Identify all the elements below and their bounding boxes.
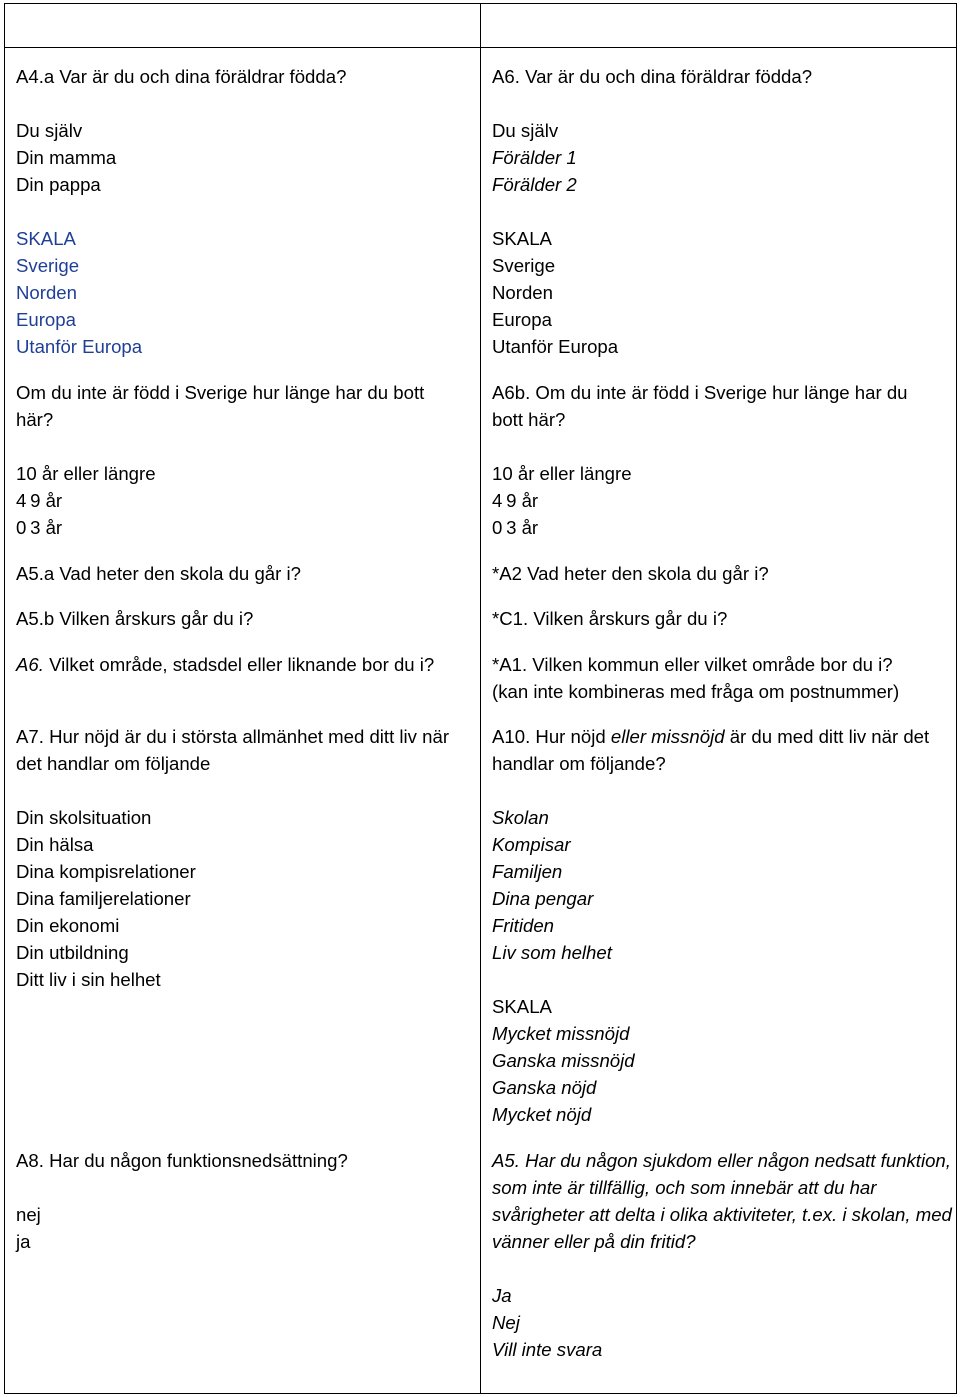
question-a10 — [492, 723, 942, 777]
life-area-item: Din hälsa — [16, 834, 94, 855]
answer-option: nej — [16, 1204, 41, 1225]
scale-option: Mycket nöjd — [492, 1104, 592, 1125]
question-text: är du med ditt liv när det handlar om följande? — [492, 726, 930, 774]
life-area-item: Dina pengar — [492, 888, 594, 909]
life-area-item: Skolan — [492, 807, 549, 828]
question-a5b: A5.b Vilken årskurs går du i? — [16, 608, 254, 629]
content-row — [5, 48, 957, 1394]
question-a1: *A1. Vilken kommun eller vilket område bor du i? — [492, 654, 893, 675]
left-column — [5, 48, 481, 1394]
questionnaire-comparison-table — [4, 3, 957, 1394]
scale-option: Sverige — [492, 255, 556, 276]
scale-option: Utanför Europa — [16, 336, 143, 357]
question-a6b: A6b. Om du inte är född i Sverige hur länge har du bott här? — [492, 382, 908, 430]
person-option: Du själv — [492, 120, 559, 141]
life-area-item: Ditt liv i sin helhet — [16, 969, 161, 990]
question-c1: *C1. Vilken årskurs går du i? — [492, 608, 728, 629]
person-option: Förälder 1 — [492, 147, 577, 168]
scale-option: Norden — [492, 282, 553, 303]
duration-option: 0 3 år — [16, 517, 63, 538]
scale-label: SKALA — [492, 228, 552, 249]
life-area-item: Kompisar — [492, 834, 571, 855]
question-a2: *A2 Vad heter den skola du går i? — [492, 563, 769, 584]
life-area-item: Liv som helhet — [492, 942, 612, 963]
person-option: Din mamma — [16, 147, 117, 168]
question-text: A10. Hur nöjd — [492, 726, 611, 747]
question-a5a: A5.a Vad heter den skola du går i? — [16, 563, 301, 584]
scale-option: Ganska missnöjd — [492, 1050, 635, 1071]
duration-option: 10 år eller längre — [16, 463, 156, 484]
answer-option: ja — [16, 1231, 31, 1252]
person-option: Förälder 2 — [492, 174, 577, 195]
question-code: A6. — [16, 654, 44, 675]
right-column — [481, 48, 957, 1394]
header-cell-right — [481, 4, 957, 48]
scale-option: Europa — [492, 309, 552, 330]
question-text-emphasis: eller missnöjd — [610, 726, 725, 747]
question-a4a: A4.a Var är du och dina föräldrar födda? — [16, 66, 347, 87]
life-area-item: Din skolsituation — [16, 807, 152, 828]
scale-label: SKALA — [16, 228, 76, 249]
answer-option: Nej — [492, 1312, 520, 1333]
scale-option: Europa — [16, 309, 76, 330]
duration-option: 4 9 år — [492, 490, 539, 511]
duration-option: 4 9 år — [16, 490, 63, 511]
answer-option: Vill inte svara — [492, 1339, 603, 1360]
answer-option: Ja — [492, 1285, 512, 1306]
scale-option: Utanför Europa — [492, 336, 619, 357]
scale-option: Mycket missnöjd — [492, 1023, 630, 1044]
life-area-item: Din ekonomi — [16, 915, 120, 936]
question-a7: A7. Hur nöjd är du i största allmänhet med ditt liv när det handlar om följande — [16, 726, 450, 774]
life-area-item: Dina kompisrelationer — [16, 861, 196, 882]
person-option: Din pappa — [16, 174, 101, 195]
scale-label: SKALA — [492, 996, 552, 1017]
header-row — [5, 4, 957, 48]
life-area-item: Din utbildning — [16, 942, 129, 963]
duration-option: 0 3 år — [492, 517, 539, 538]
question-a8: A8. Har du någon funktionsnedsättning? — [16, 1150, 348, 1171]
scale-option: Norden — [16, 282, 77, 303]
question-a5: A5. Har du någon sjukdom eller någon nedsatt funktion, som inte är tillfällig, och som innebär att du har svårigheter att delta i olika aktiviteter, t.ex. i skolan, med vänner eller på din fritid? — [492, 1150, 952, 1252]
life-area-item: Familjen — [492, 861, 563, 882]
life-area-item: Dina familjerelationer — [16, 888, 191, 909]
duration-option: 10 år eller längre — [492, 463, 632, 484]
life-area-item: Fritiden — [492, 915, 555, 936]
scale-option: Ganska nöjd — [492, 1077, 597, 1098]
question-text: Vilket område, stadsdel eller liknande bor du i? — [43, 654, 435, 675]
question-a1-note: (kan inte kombineras med fråga om postnummer) — [492, 681, 900, 702]
person-option: Du själv — [16, 120, 83, 141]
scale-option: Sverige — [16, 255, 80, 276]
followup-duration-question: Om du inte är född i Sverige hur länge har du bott här? — [16, 382, 425, 430]
question-a6-left — [16, 651, 466, 678]
header-cell-left — [5, 4, 481, 48]
question-a6: A6. Var är du och dina föräldrar födda? — [492, 66, 813, 87]
